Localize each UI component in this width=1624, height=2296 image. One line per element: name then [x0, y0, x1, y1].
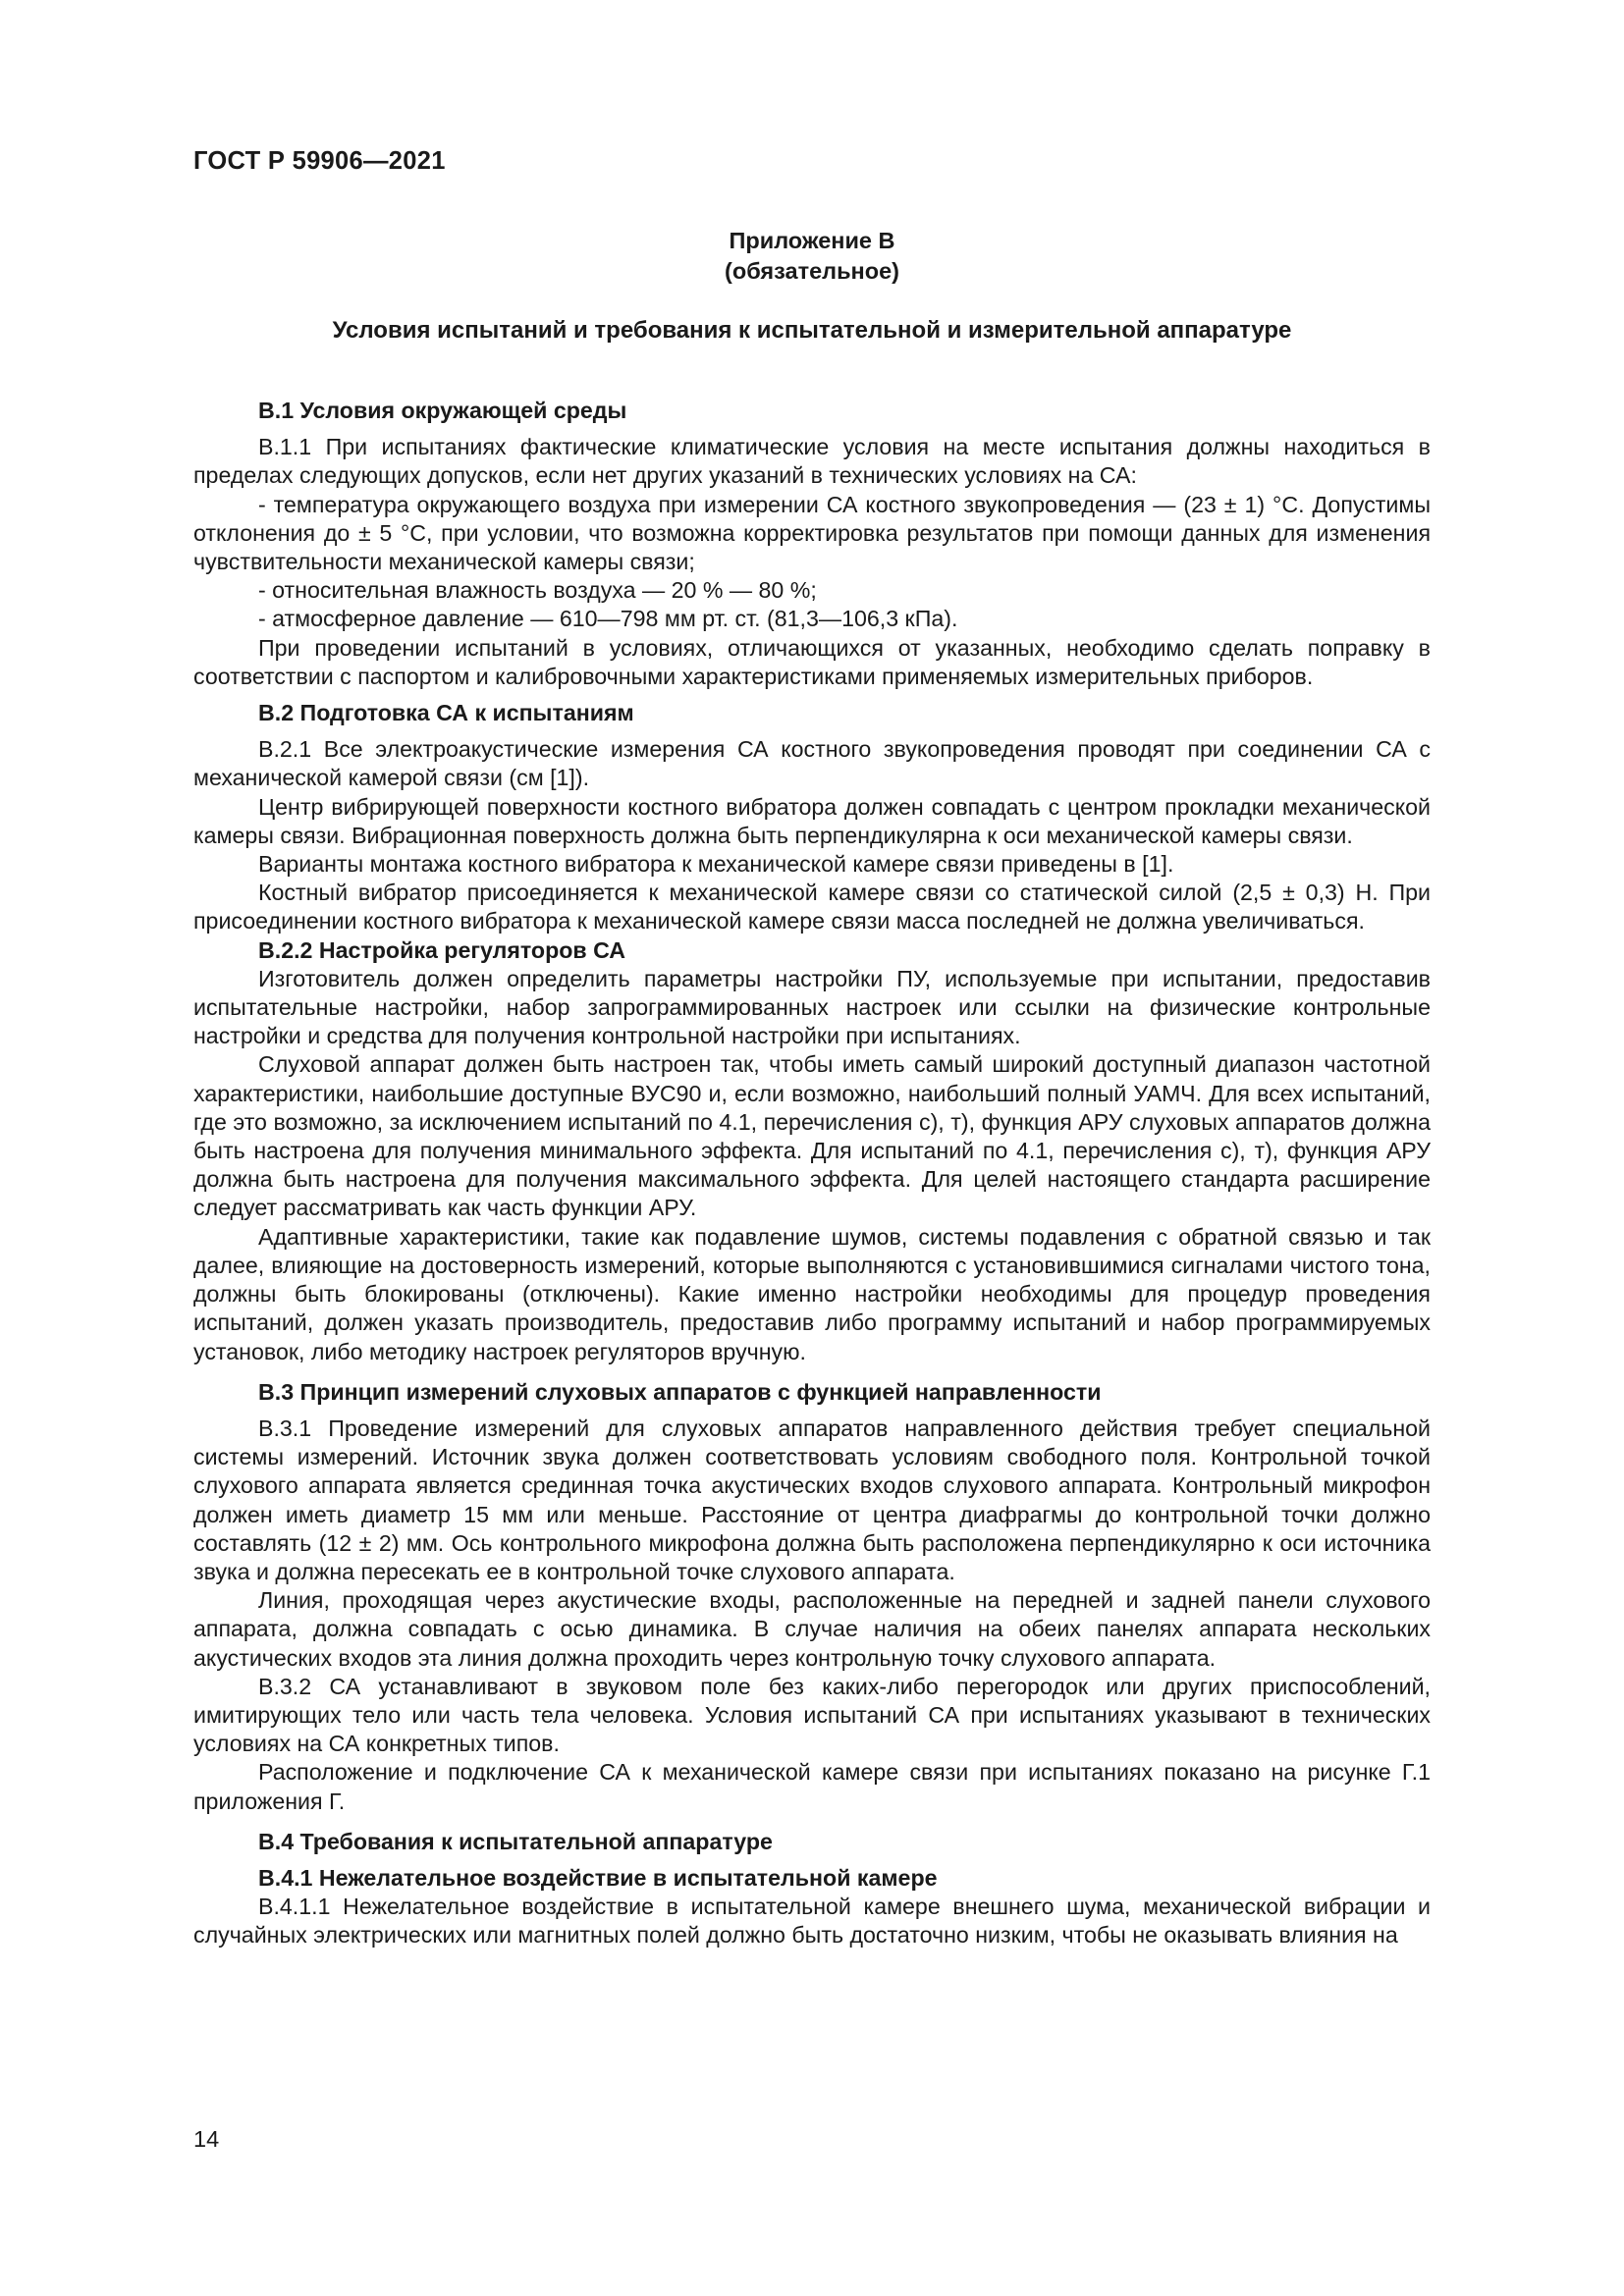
document-body [193, 397, 1431, 1950]
section-heading-b3: В.3 Принцип измерений слуховых аппаратов с функцией направленности [258, 1378, 1102, 1405]
list-item: - относительная влажность воздуха — 20 % — 80 %; [258, 577, 817, 604]
paragraph: Варианты монтажа костного вибратора к механической камере связи приведены в [1]. [258, 851, 1174, 878]
paragraph: Центр вибрирующей поверхности костного вибратора должен совпадать с центром прокладки механической камеры связи. Вибрационная поверхность должна быть перпендикулярна к оси механической камеры связи. [193, 793, 1431, 848]
annex-title: Условия испытаний и требования к испытательной и измерительной аппаратуре [332, 317, 1292, 344]
list-item: - температура окружающего воздуха при измерении СА костного звукопроведения — (23 ± 1) °С. Допустимы отклонения до ± 5 °С, при условии, что возможна корректировка результатов при помощи данных для изменения чувствительности механической камеры связи; [193, 491, 1431, 575]
section-heading-b2: В.2 Подготовка СА к испытаниям [258, 700, 634, 726]
list-item: - атмосферное давление — 610—798 мм рт. ст. (81,3—106,3 кПа). [258, 606, 958, 632]
annex-heading [193, 226, 1431, 287]
page-number: 14 [193, 2126, 220, 2152]
subsection-heading-b2-2: В.2.2 Настройка регуляторов СА [258, 936, 625, 963]
annex-status: (обязательное) [725, 258, 899, 284]
paragraph: Костный вибратор присоединяется к механической камере связи со статической силой (2,5 ± 0,3) Н. При присоединении костного вибратора к механической камере связи масса последней не должна увеличиваться. [193, 880, 1431, 934]
paragraph: Слуховой аппарат должен быть настроен так, чтобы иметь самый широкий доступный диапазон частотной характеристики, наибольшие доступные ВУС90 и, если возможно, наибольший полный УАМЧ. Для всех испытаний, где это возможно, за исключением испытаний по 4.1, перечисления с), т), функция АРУ слуховых аппаратов должна быть настроена для получения минимального эффекта. Для испытаний по 4.1, перечисления с), т), функция АРУ должна быть настроена для получения максимального эффекта. Для целей настоящего стандарта расширение следует рассматривать как часть функции АРУ. [193, 1051, 1431, 1221]
paragraph: При проведении испытаний в условиях, отличающихся от указанных, необходимо сделать поправку в соответствии с паспортом и калибровочными характеристиками применяемых измерительных приборов. [193, 634, 1431, 689]
paragraph: В.4.1.1 Нежелательное воздействие в испытательной камере внешнего шума, механической вибрации и случайных электрических или магнитных полей должно быть достаточно низким, чтобы не оказывать влияния на [193, 1894, 1431, 1949]
document-code: ГОСТ Р 59906—2021 [193, 147, 446, 175]
paragraph: Изготовитель должен определить параметры настройки ПУ, используемые при испытании, предоставив испытательные настройки, набор запрограммированных настроек или ссылки на физические контрольные настройки и средства для получения контрольной настройки при испытаниях. [193, 965, 1431, 1049]
paragraph: В.3.1 Проведение измерений для слуховых аппаратов направленного действия требует специальной системы измерений. Источник звука должен соответствовать условиям свободного поля. Контрольной точкой слухового аппарата является срединная точка акустических входов слухового аппарата. Контрольный микрофон должен иметь диаметр 15 мм или меньше. Расстояние от центра диафрагмы до контрольной точки должно составлять (12 ± 2) мм. Ось контрольного микрофона должна быть расположена перпендикулярно к оси источника звука и должна пересекать ее в контрольной точке слухового аппарата. [193, 1415, 1431, 1584]
paragraph: Линия, проходящая через акустические входы, расположенные на передней и задней панели слухового аппарата, должна совпадать с осью динамика. В случае наличия на обеих панелях аппарата нескольких акустических входов эта линия должна проходить через контрольную точку слухового аппарата. [193, 1587, 1431, 1671]
annex-label: Приложение В [729, 228, 895, 253]
subsection-heading-b4-1: В.4.1 Нежелательное воздействие в испытательной камере [258, 1864, 938, 1891]
section-heading-b4: В.4 Требования к испытательной аппаратуре [258, 1828, 773, 1854]
paragraph: В.2.1 Все электроакустические измерения СА костного звукопроведения проводят при соединении СА с механической камерой связи (см [1]). [193, 736, 1431, 791]
paragraph: В.1.1 При испытаниях фактические климатические условия на месте испытания должны находиться в пределах следующих допусков, если нет других указаний в технических условиях на СА: [193, 434, 1431, 489]
paragraph: В.3.2 СА устанавливают в звуковом поле без каких-либо перегородок или других приспособлений, имитирующих тело или часть тела человека. Условия испытаний СА при испытаниях указывают в технических условиях на СА конкретных типов. [193, 1673, 1431, 1757]
section-heading-b1: В.1 Условия окружающей среды [258, 398, 627, 423]
paragraph: Расположение и подключение СА к механической камере связи при испытаниях показано на рисунке Г.1 приложения Г. [193, 1759, 1431, 1814]
paragraph: Адаптивные характеристики, такие как подавление шумов, системы подавления с обратной связью и так далее, влияющие на достоверность измерений, которые выполняются с установившимися сигналами чистого тона, должны быть блокированы (отключены). Какие именно настройки необходимы для процедур проведения испытаний, должен указать производитель, предоставив либо программу испытаний и набор программируемых установок, либо методику настроек регуляторов вручную. [193, 1223, 1431, 1364]
